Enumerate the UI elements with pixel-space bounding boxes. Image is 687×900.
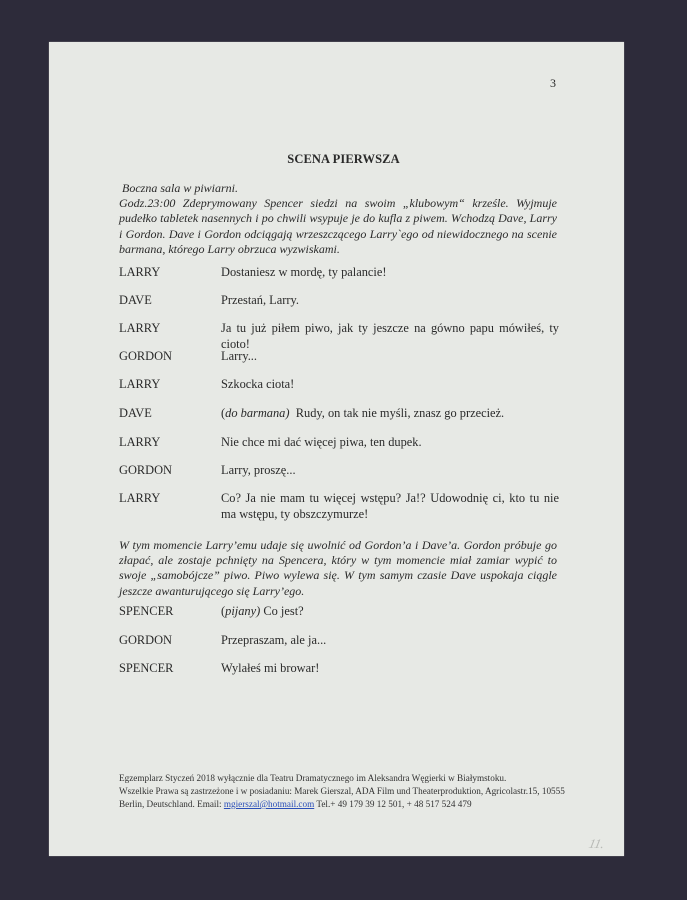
dialogue-line bbox=[119, 349, 559, 365]
speaker-name: GORDON bbox=[119, 633, 173, 647]
speech-text: Szkocka ciota! bbox=[221, 377, 295, 391]
speaker-name: GORDON bbox=[119, 349, 173, 363]
footer-text: Tel.+ 49 179 39 12 501, + 48 517 524 479 bbox=[314, 799, 472, 809]
opening-stage-directions bbox=[119, 181, 557, 257]
speech-text: Larry, proszę... bbox=[221, 463, 296, 477]
dialogue-line bbox=[119, 265, 559, 281]
dialogue-line bbox=[119, 604, 559, 620]
speaker-name: DAVE bbox=[119, 406, 152, 420]
footer-line bbox=[119, 798, 569, 811]
speaker-name: LARRY bbox=[119, 491, 161, 505]
speaker-name: LARRY bbox=[119, 377, 161, 391]
dialogue-line bbox=[119, 293, 559, 309]
stage-location: Boczna sala w piwiarni. bbox=[122, 181, 239, 195]
page-number: 3 bbox=[550, 76, 556, 90]
speaker-name: SPENCER bbox=[119, 661, 174, 675]
speaker-name: LARRY bbox=[119, 321, 161, 335]
dialogue-line bbox=[119, 321, 559, 352]
scene-title: SCENA PIERWSZA bbox=[287, 152, 400, 166]
speech-text: Przepraszam, ale ja... bbox=[221, 633, 327, 647]
speaker-name: GORDON bbox=[119, 463, 173, 477]
speech-text: Co? Ja nie mam tu więcej wstępu? Ja!? Udowodnię ci, kto tu nie ma wstępu, ty obszczymurze! bbox=[221, 491, 559, 521]
dialogue-line bbox=[119, 633, 559, 649]
footer-line: Wszelkie Prawa są zastrzeżone i w posiadaniu: Marek Gierszal, ADA Film und Theaterproduktion, Agricolastr.15, 10555 bbox=[119, 786, 565, 796]
handwritten-mark: 11. bbox=[587, 836, 606, 851]
speech-text: Dostaniesz w mordę, ty palancie! bbox=[221, 265, 387, 279]
dialogue-line bbox=[119, 406, 559, 422]
speech-line: Co jest? bbox=[263, 604, 304, 618]
parenthetical-direction: pijany bbox=[225, 604, 257, 618]
dialogue-line bbox=[119, 491, 559, 522]
speech-line: Rudy, on tak nie myśli, znasz go przecież. bbox=[295, 406, 505, 420]
stage-description: Godz.23:00 Zdeprymowany Spencer siedzi na swoim „klubowym“ krześle. Wyjmuje pudełko tabletek nasennych i po chwili wsypuje je do kufla z piwem. Wchodzą Dave, Larry i Gordon. Dave i Gordon odciągają wrzeszczącego Larry`ego od niewidocznego na scenie barmana, którego Larry obrzuca wyzwiskami. bbox=[119, 196, 557, 256]
speech-text: Larry... bbox=[221, 349, 258, 363]
dialogue-line bbox=[119, 661, 559, 677]
stage-description: W tym momencie Larry’emu udaje się uwolnić od Gordon’a i Dave’a. Gordon próbuje go złapać, ale zostaje pchnięty na Spencera, który w tym momencie miał zamiar wypić to swoje „samobójcze” piwo. Piwo wylewa się. W tym samym czasie Dave uspokaja ciągle jeszcze awanturującego się Larry’ego. bbox=[119, 538, 557, 598]
speech-text: (pijany) Co jest? bbox=[221, 604, 304, 618]
email-link[interactable]: mgierszal@hotmail.com bbox=[223, 799, 315, 809]
parenthetical-direction: do barmana bbox=[225, 406, 286, 420]
speaker-name: LARRY bbox=[119, 435, 161, 449]
dialogue-line bbox=[119, 377, 559, 393]
speaker-name: DAVE bbox=[119, 293, 152, 307]
speech-text: (do barmana) Rudy, on tak nie myśli, znasz go przecież. bbox=[221, 406, 505, 420]
speaker-name: LARRY bbox=[119, 265, 161, 279]
speech-text: Nie chce mi dać więcej piwa, ten dupek. bbox=[221, 435, 422, 449]
speech-text: Przestań, Larry. bbox=[221, 293, 299, 307]
copyright-footer bbox=[119, 772, 569, 811]
dialogue-line bbox=[119, 463, 559, 479]
speaker-name: SPENCER bbox=[119, 604, 174, 618]
dialogue-line bbox=[119, 435, 559, 451]
speech-text: Ja tu już piłem piwo, jak ty jeszcze na gówno papu mówiłeś, ty cioto! bbox=[221, 321, 559, 351]
footer-text: Berlin, Deutschland. Email: bbox=[119, 799, 224, 809]
middle-stage-directions bbox=[119, 538, 557, 599]
speech-text: Wylałeś mi browar! bbox=[221, 661, 320, 675]
footer-line: Egzemplarz Styczeń 2018 wyłącznie dla Teatru Dramatycznego im Aleksandra Węgierki w Białymstoku. bbox=[119, 773, 507, 783]
